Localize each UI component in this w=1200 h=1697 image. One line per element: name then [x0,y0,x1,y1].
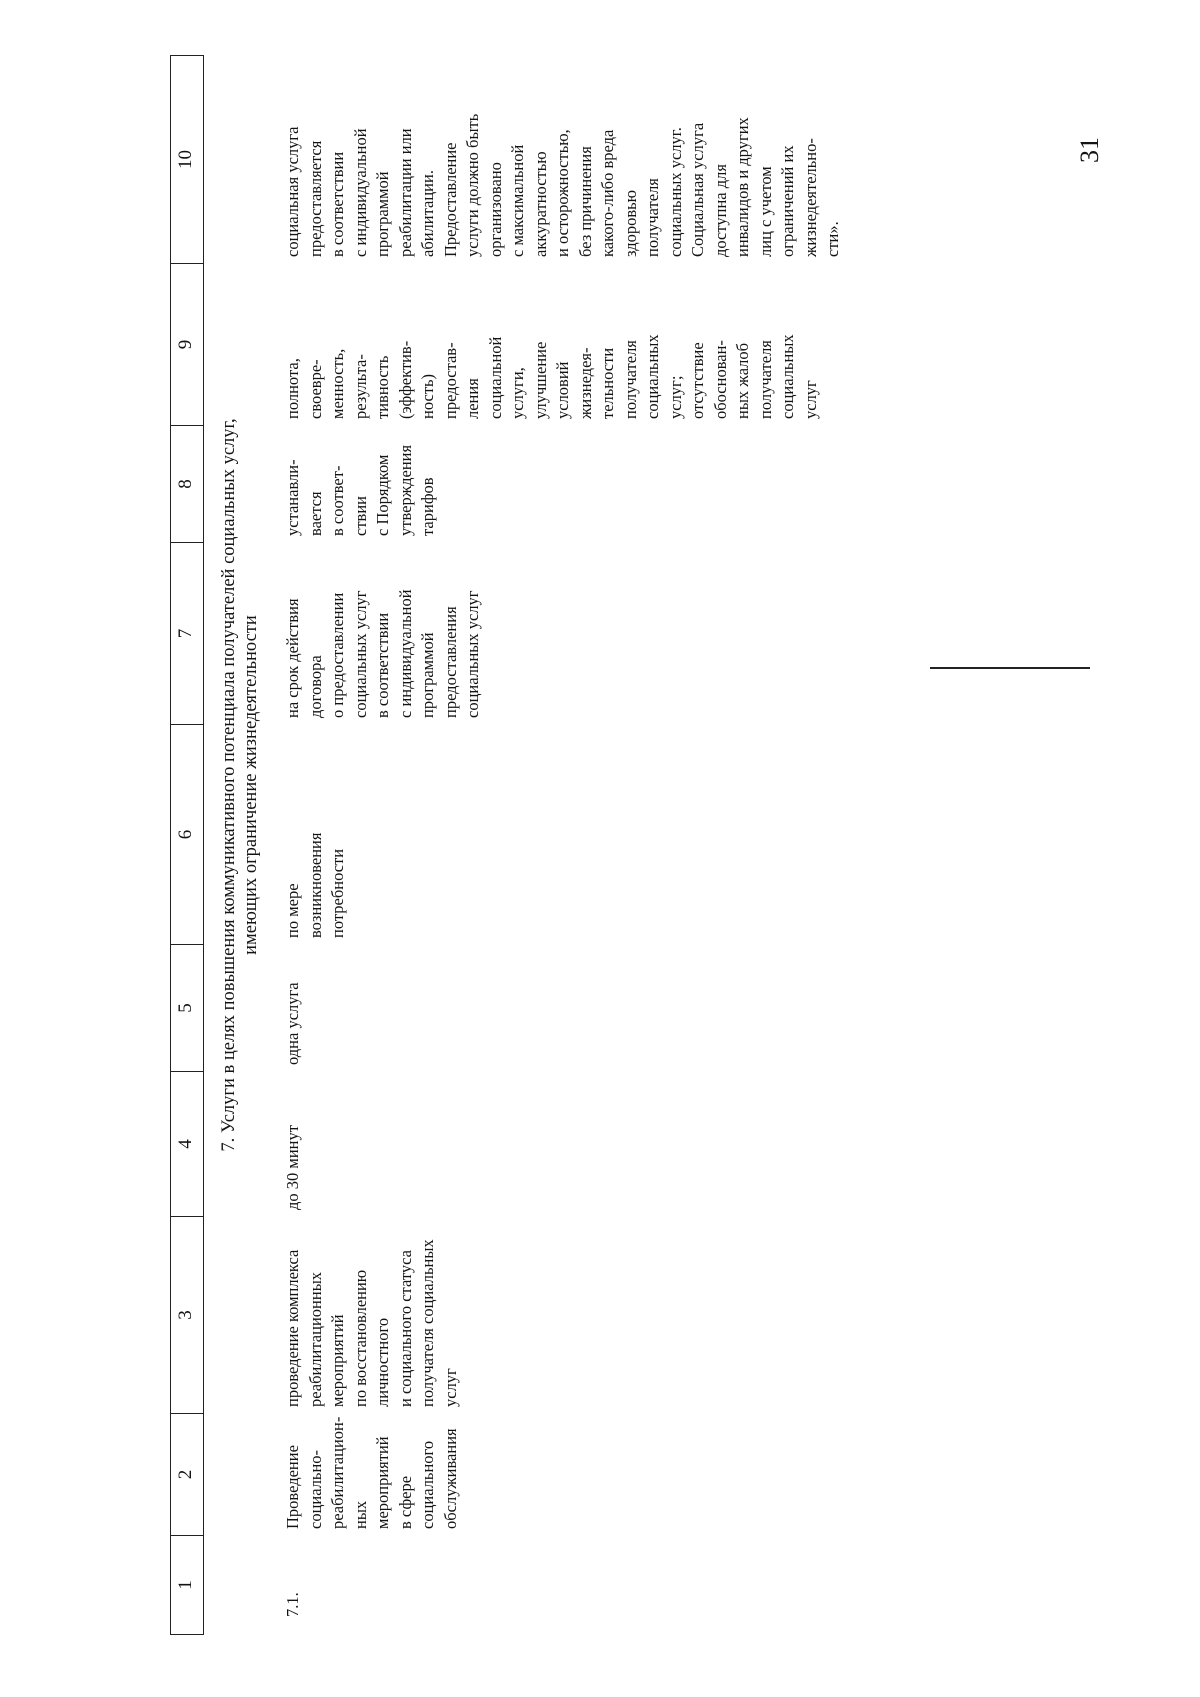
quality-indicators-cell: полнота, своевре- менность, результа- тивность (эффектив- ность) предостав- ления социальной услуги, улучшение условий жизнедея- тельности получателя социальных услуг; отсутствие обоснован- ных жалоб получателя социальных услуг [283,334,820,419]
column-number-2: 2 [171,1413,203,1535]
table-row [282,55,845,1635]
column-number-8: 8 [171,425,203,542]
service-period-cell: на срок действия договора о предоставлении социальных услуг в соответствии с индивидуальной программой предоставления социальных услуг [283,589,482,718]
column-number-1: 1 [171,1535,203,1635]
section-title [218,55,262,1635]
page-number: 31 [1075,137,1104,163]
section-title-line-1: 7. Услуги в целях повышения коммуникативного потенциала получателей социальных услуг, [219,418,239,1152]
section-title-line-2: имеющих ограничение жизнедеятельности [241,615,261,955]
row-number-cell: 7.1. [283,1592,302,1617]
column-number-7: 7 [171,542,203,724]
service-unit-cell: одна услуга [283,982,302,1065]
column-number-10: 10 [171,55,203,263]
service-frequency-cell: по мере возникновения потребности [283,832,347,938]
column-number-6: 6 [171,724,203,944]
closing-line [930,668,1090,670]
service-name-cell: Проведение социально- реабилитацион- ных мероприятий в сфере социального обслуживания [283,1416,460,1529]
column-number-9: 9 [171,263,203,425]
service-duration-cell: до 30 минут [283,1125,302,1210]
table-header-row [170,55,204,1635]
column-number-4: 4 [171,1071,203,1216]
service-conditions-cell: социальная услуга предоставляется в соответствии с индивидуальной программой реабилитации или абилитации. Предоставление услуги должно быть организовано с максимальной аккуратностью и осторожностью, без причинения какого-либо вреда здоровью получателя социальных услуг. Социальная услуга доступна для инвалидов и других лиц с учетом ограничений их жизнедеятельно- сти». [283,113,842,257]
service-description-cell: проведение комплекса реабилитационных мероприятий по восстановлению личностного и социального статуса получателя социальных услуг [283,1239,460,1407]
column-number-5: 5 [171,944,203,1071]
column-number-3: 3 [171,1216,203,1413]
service-tariff-cell: устанавли- вается в соответ- ствии с Порядком утверждения тарифов [283,444,437,536]
rotated-page-content [170,55,1100,1635]
